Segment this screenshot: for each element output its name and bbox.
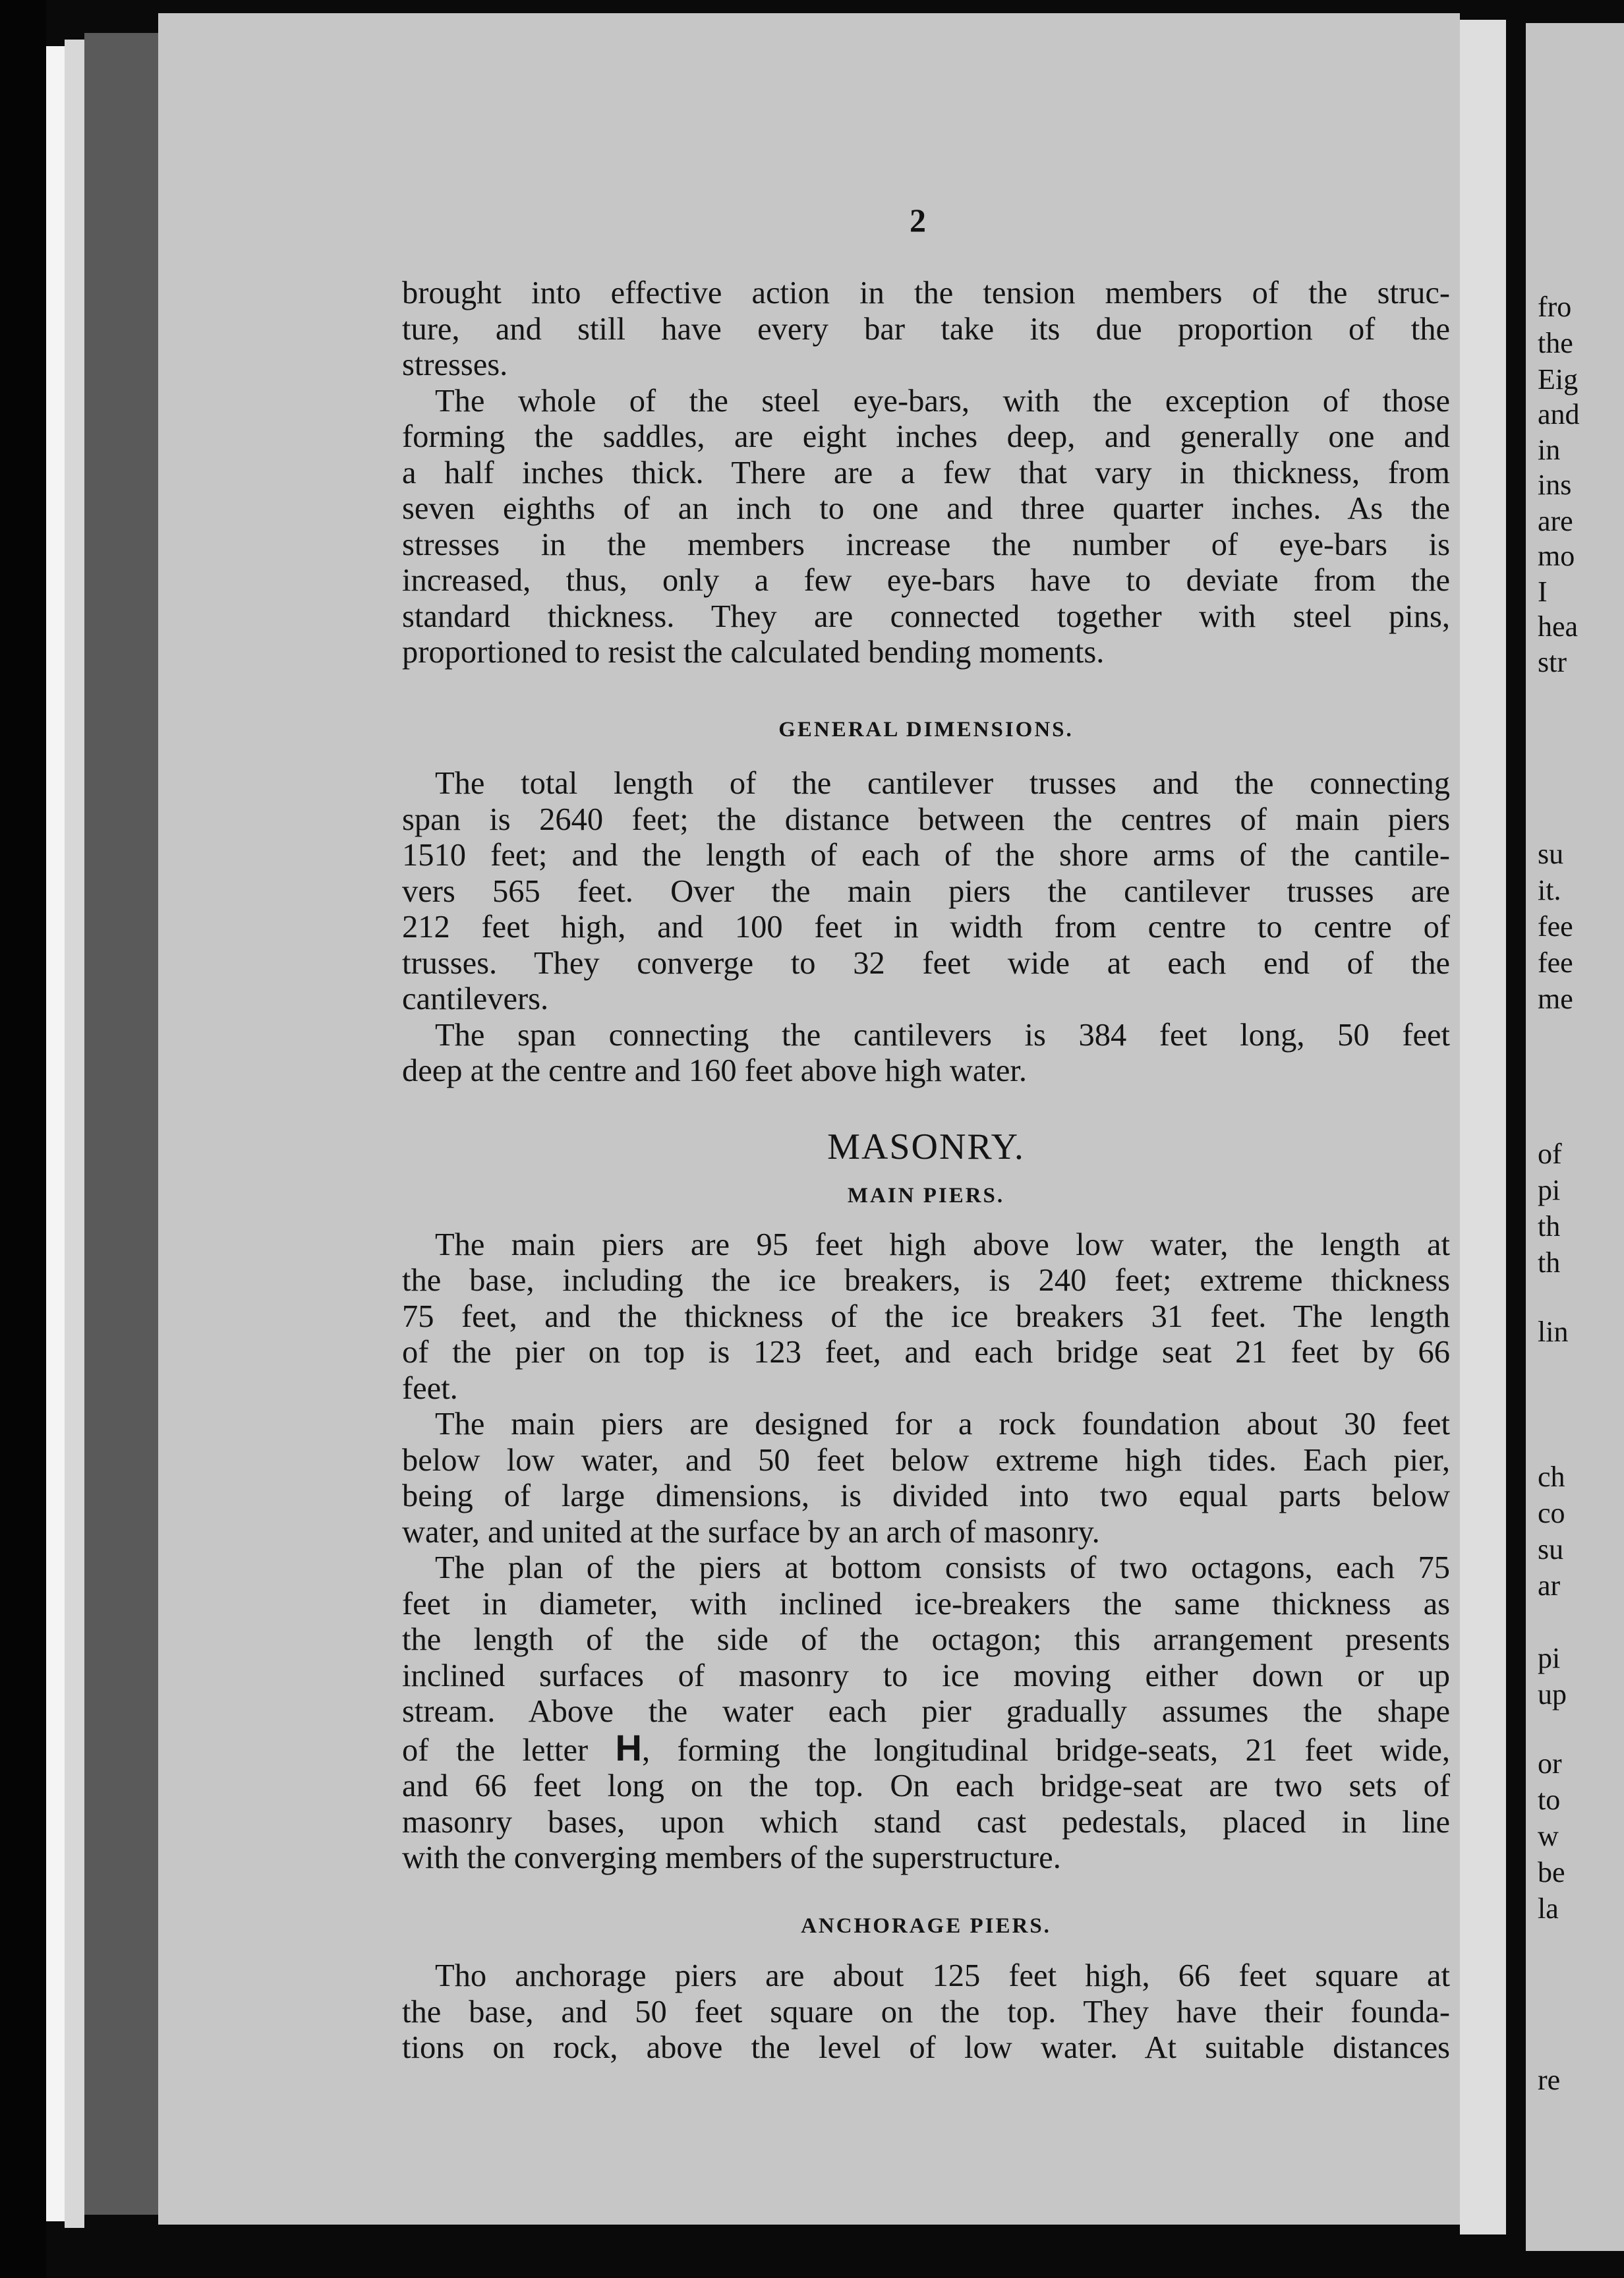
text-line: Tho anchorage piers are about 125 feet high, 66 feet square at [435,1958,1450,1993]
text-line: 1510 feet; and the length of each of the shore arms of the cantile- [402,838,1450,873]
adjacent-text: str [1538,646,1567,678]
text-line: the length of the side of the octagon; this arrangement presents [402,1622,1450,1657]
text-fragment: , forming the longitudinal bridge-seats, 21 feet wide, [642,1732,1450,1768]
text-line: being of large dimensions, is divided into two equal parts below [402,1478,1450,1513]
adjacent-text: and [1538,398,1580,430]
adjacent-text: be [1538,1856,1565,1888]
text-line: feet in diameter, with inclined ice-breakers the same thickness as [402,1586,1450,1621]
text-line: standard thickness. They are connected together with steel pins, [402,599,1450,634]
paragraph [402,1407,1450,1550]
gutter-shadow [1506,0,1526,2278]
text-line-with-h-glyph [402,1726,1450,1769]
adjacent-text: la [1538,1892,1559,1925]
text-line: stream. Above the water each pier gradually assumes the shape [402,1694,1450,1729]
adjacent-text: lin [1538,1316,1569,1348]
adjacent-text: fee [1538,947,1573,979]
adjacent-text: w [1538,1820,1559,1852]
text-line: and 66 feet long on the top. On each bridge-seat are two sets of [402,1768,1450,1803]
subsection-heading: ANCHORAGE PIERS. [801,1913,1051,1938]
text-line: seven eighths of an inch to one and three quarter inches. As the [402,491,1450,526]
text-line: the base, including the ice breakers, is 240 feet; extreme thickness [402,1263,1450,1298]
text-line: forming the saddles, are eight inches deep, and generally one and [402,419,1450,454]
adjacent-text: ch [1538,1461,1565,1493]
adjacent-text: in [1538,434,1561,466]
scan-border-left [0,0,46,2278]
text-line: feet. [402,1370,458,1406]
text-line: proportioned to resist the calculated bending moments. [402,635,1105,670]
text-line: with the converging members of the superstructure. [402,1840,1061,1875]
text-line: masonry bases, upon which stand cast pedestals, placed in line [402,1804,1450,1840]
adjacent-text: the [1538,327,1573,359]
adjacent-text: su [1538,1533,1564,1565]
adjacent-text: th [1538,1246,1561,1279]
adjacent-text: ins [1538,469,1572,501]
adjacent-text: fee [1538,910,1573,943]
adjacent-text: su [1538,838,1564,870]
adjacent-text: mo [1538,540,1575,572]
text-line: tions on rock, above the level of low water. At suitable distances [402,2030,1450,2065]
text-line: stresses in the members increase the number of eye-bars is [402,527,1450,562]
text-line: The whole of the steel eye-bars, with the exception of those [435,383,1450,419]
subsection-heading: MAIN PIERS. [847,1184,1005,1208]
page-body [402,276,1450,2066]
text-line: The plan of the piers at bottom consists of two octagons, each 75 [435,1550,1450,1585]
page-number: 2 [910,202,926,239]
paragraph [402,1550,1450,1877]
scan-page-edge-2 [65,40,84,2228]
text-line: trusses. They converge to 32 feet wide at each end of the [402,945,1450,981]
text-line: brought into effective action in the tension members of the struc- [402,276,1450,310]
scan-page-edge [46,46,65,2221]
page-gutter [1460,20,1506,2234]
text-line: increased, thus, only a few eye-bars have to deviate from the [402,563,1450,598]
adjacent-text: th [1538,1210,1561,1242]
paragraph [402,1958,1450,2066]
text-line: The main piers are 95 feet high above low water, the length at [435,1227,1450,1262]
text-fragment: of the letter [402,1732,589,1768]
adjacent-text: or [1538,1747,1562,1780]
text-line: a half inches thick. There are a few that vary in thickness, from [402,455,1450,490]
adjacent-text: to [1538,1784,1561,1816]
book-binding-shadow [84,33,158,2215]
section-heading: GENERAL DIMENSIONS. [778,717,1074,742]
adjacent-text: it. [1538,874,1561,906]
adjacent-text: up [1538,1678,1567,1710]
adjacent-page-fragment [1526,23,1624,2251]
text-line: of the pier on top is 123 feet, and each bridge seat 21 feet by 66 [402,1335,1450,1370]
text-line: The main piers are designed for a rock foundation about 30 feet [435,1407,1450,1442]
text-line: span is 2640 feet; the distance between the centres of main piers [402,802,1450,837]
adjacent-text: I [1538,575,1548,608]
adjacent-text: pi [1538,1174,1561,1206]
text-line: deep at the centre and 160 feet above high water. [402,1053,1028,1088]
paragraph [402,766,1450,1018]
text-line: vers 565 feet. Over the main piers the cantilever trusses are [402,873,1450,909]
paragraph [402,1227,1450,1407]
text-line: below low water, and 50 feet below extreme high tides. Each pier, [402,1442,1450,1478]
adjacent-text: Eig [1538,363,1579,395]
text-line: ture, and still have every bar take its due proportion of the [402,311,1450,347]
text-line: the base, and 50 feet square on the top. They have their founda- [402,1994,1450,2030]
adjacent-text: ar [1538,1569,1561,1602]
paragraph [402,276,1450,384]
text-line: water, and united at the surface by an arch of masonry. [402,1514,1100,1550]
letter-h-glyph: H [615,1726,642,1768]
text-line: The span connecting the cantilevers is 384 feet long, 50 feet [435,1017,1450,1053]
adjacent-text: co [1538,1497,1565,1529]
paragraph [402,1018,1450,1090]
adjacent-text: me [1538,983,1573,1015]
adjacent-text: re [1538,2064,1561,2096]
text-line: inclined surfaces of masonry to ice moving either down or up [402,1658,1450,1693]
text-line: 75 feet, and the thickness of the ice breakers 31 feet. The length [402,1299,1450,1334]
paragraph [402,384,1450,671]
text-line: stresses. [402,347,508,382]
adjacent-text: fro [1538,291,1572,323]
adjacent-text: hea [1538,610,1579,643]
section-title: MASONRY. [827,1126,1025,1167]
text-line: cantilevers. [402,981,549,1016]
text-line: 212 feet high, and 100 feet in width from centre to centre of [402,910,1450,945]
adjacent-text: pi [1538,1642,1561,1674]
adjacent-text: are [1538,505,1573,537]
adjacent-text: of [1538,1138,1562,1170]
text-line: The total length of the cantilever trusses and the connecting [435,766,1450,801]
